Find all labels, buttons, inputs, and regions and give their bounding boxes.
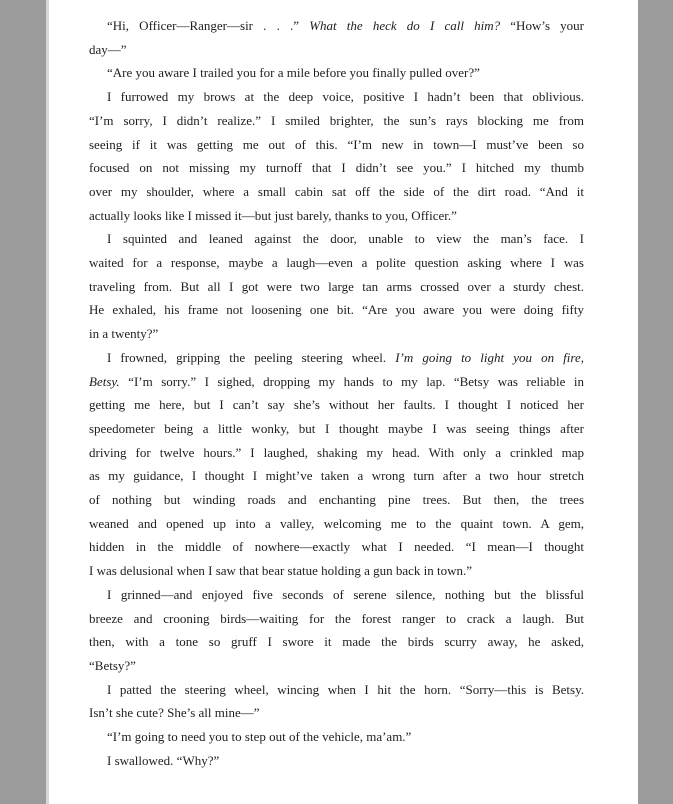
text-segment: traveling from. But all I got were two large tan arms crossed over a sturdy chest. [89,278,584,294]
text-line [89,346,584,370]
text-segment: hidden in the middle of nowhere—exactly what I needed. “I mean—I thought [89,539,584,555]
italic-text-segment: Betsy. [89,373,120,389]
text-segment: I patted the steering wheel, wincing when I hit the horn. “Sorry—this is Betsy. [107,681,584,697]
text-segment: over my shoulder, where a small cabin sat off the side of the dirt road. “And it [89,183,584,199]
text-segment: day—” [89,41,127,57]
text-line [89,654,584,678]
text-segment: as my guidance, I thought I might’ve taken a wrong turn after a two hour stretch [89,468,584,484]
text-line [89,251,584,275]
text-line [89,204,584,228]
text-segment: “Betsy?” [89,657,136,673]
text-line [89,678,584,702]
text-segment: I frowned, gripping the peeling steering wheel. [107,349,396,365]
text-segment: focused on not missing my turnoff that I didn’t see you.” I hitched my thumb [89,160,584,176]
text-segment: “I’m sorry, I didn’t realize.” I smiled brighter, the sun’s rays blocking me from [89,112,584,128]
text-segment: “How’s your [500,18,584,33]
text-line [89,38,584,62]
text-line [89,417,584,441]
text-segment: breeze and crooning birds—waiting for the forest ranger to crack a laugh. But [89,610,584,626]
text-line [89,85,584,109]
text-line [89,298,584,322]
text-segment: weaned and opened up into a valley, welcoming me to the quaint town. A gem, [89,515,584,531]
text-segment: actually looks like I missed it—but just barely, thanks to you, Officer.” [89,207,457,223]
text-line [89,61,584,85]
text-segment: I swallowed. “Why?” [107,752,220,768]
text-line [89,156,584,180]
italic-text-segment: What the heck do I call him? [309,18,501,33]
text-line [89,393,584,417]
text-segment: “I’m sorry.” I sighed, dropping my hands to my lap. “Betsy was reliable in [119,373,584,389]
text-line [89,488,584,512]
text-segment: seeing if it was getting me out of this. “I’m new in town—I must’ve been so [89,136,584,152]
book-page[interactable] [49,0,638,804]
text-line [89,559,584,583]
page-text [49,0,638,773]
text-segment: I squinted and leaned against the door, unable to view the man’s face. I [107,231,584,247]
text-line [89,512,584,536]
text-line [89,725,584,749]
text-segment: “Are you aware I trailed you for a mile before you finally pulled over?” [107,65,480,81]
text-segment: I furrowed my brows at the deep voice, positive I hadn’t been that oblivious. [107,89,584,105]
text-segment: I was delusional when I saw that bear statue holding a gun back in town.” [89,563,473,579]
text-segment: He exhaled, his frame not loosening one bit. “Are you aware you were doing fifty [89,302,584,318]
text-line [89,441,584,465]
text-segment: speedometer being a little wonky, but I thought maybe I was seeing things after [89,420,584,436]
text-line [89,464,584,488]
text-line [89,749,584,773]
text-segment: of nothing but winding roads and enchanting pine trees. But then, the trees [89,492,584,508]
text-line [89,322,584,346]
right-gutter [638,0,673,804]
text-line [89,535,584,559]
text-segment: “Hi, Officer—Ranger—sir . . .” [107,18,310,33]
text-line [89,109,584,133]
text-segment: Isn’t she cute? She’s all mine—” [89,705,260,721]
text-line [89,227,584,251]
text-segment: waited for a response, maybe a laugh—even a polite question asking where I was [89,255,584,271]
text-line [89,583,584,607]
text-segment: driving for twelve hours.” I laughed, shaking my head. With only a crinkled map [89,444,584,460]
italic-text-segment: I’m going to light you on fire, [395,349,584,365]
text-segment: getting me here, but I can’t say she’s without her faults. I thought I noticed her [89,397,584,413]
text-segment: “I’m going to need you to step out of the vehicle, ma’am.” [107,729,412,745]
text-segment: I grinned—and enjoyed five seconds of serene silence, nothing but the blissful [107,586,584,602]
text-line [89,180,584,204]
left-gutter [0,0,46,804]
text-line [89,14,584,38]
text-line [89,630,584,654]
text-segment: then, with a tone so gruff I swore it made the birds scurry away, he asked, [89,634,584,650]
text-segment: in a twenty?” [89,326,159,342]
text-line [89,607,584,631]
text-line [89,275,584,299]
text-line [89,133,584,157]
text-line [89,701,584,725]
text-line [89,370,584,394]
